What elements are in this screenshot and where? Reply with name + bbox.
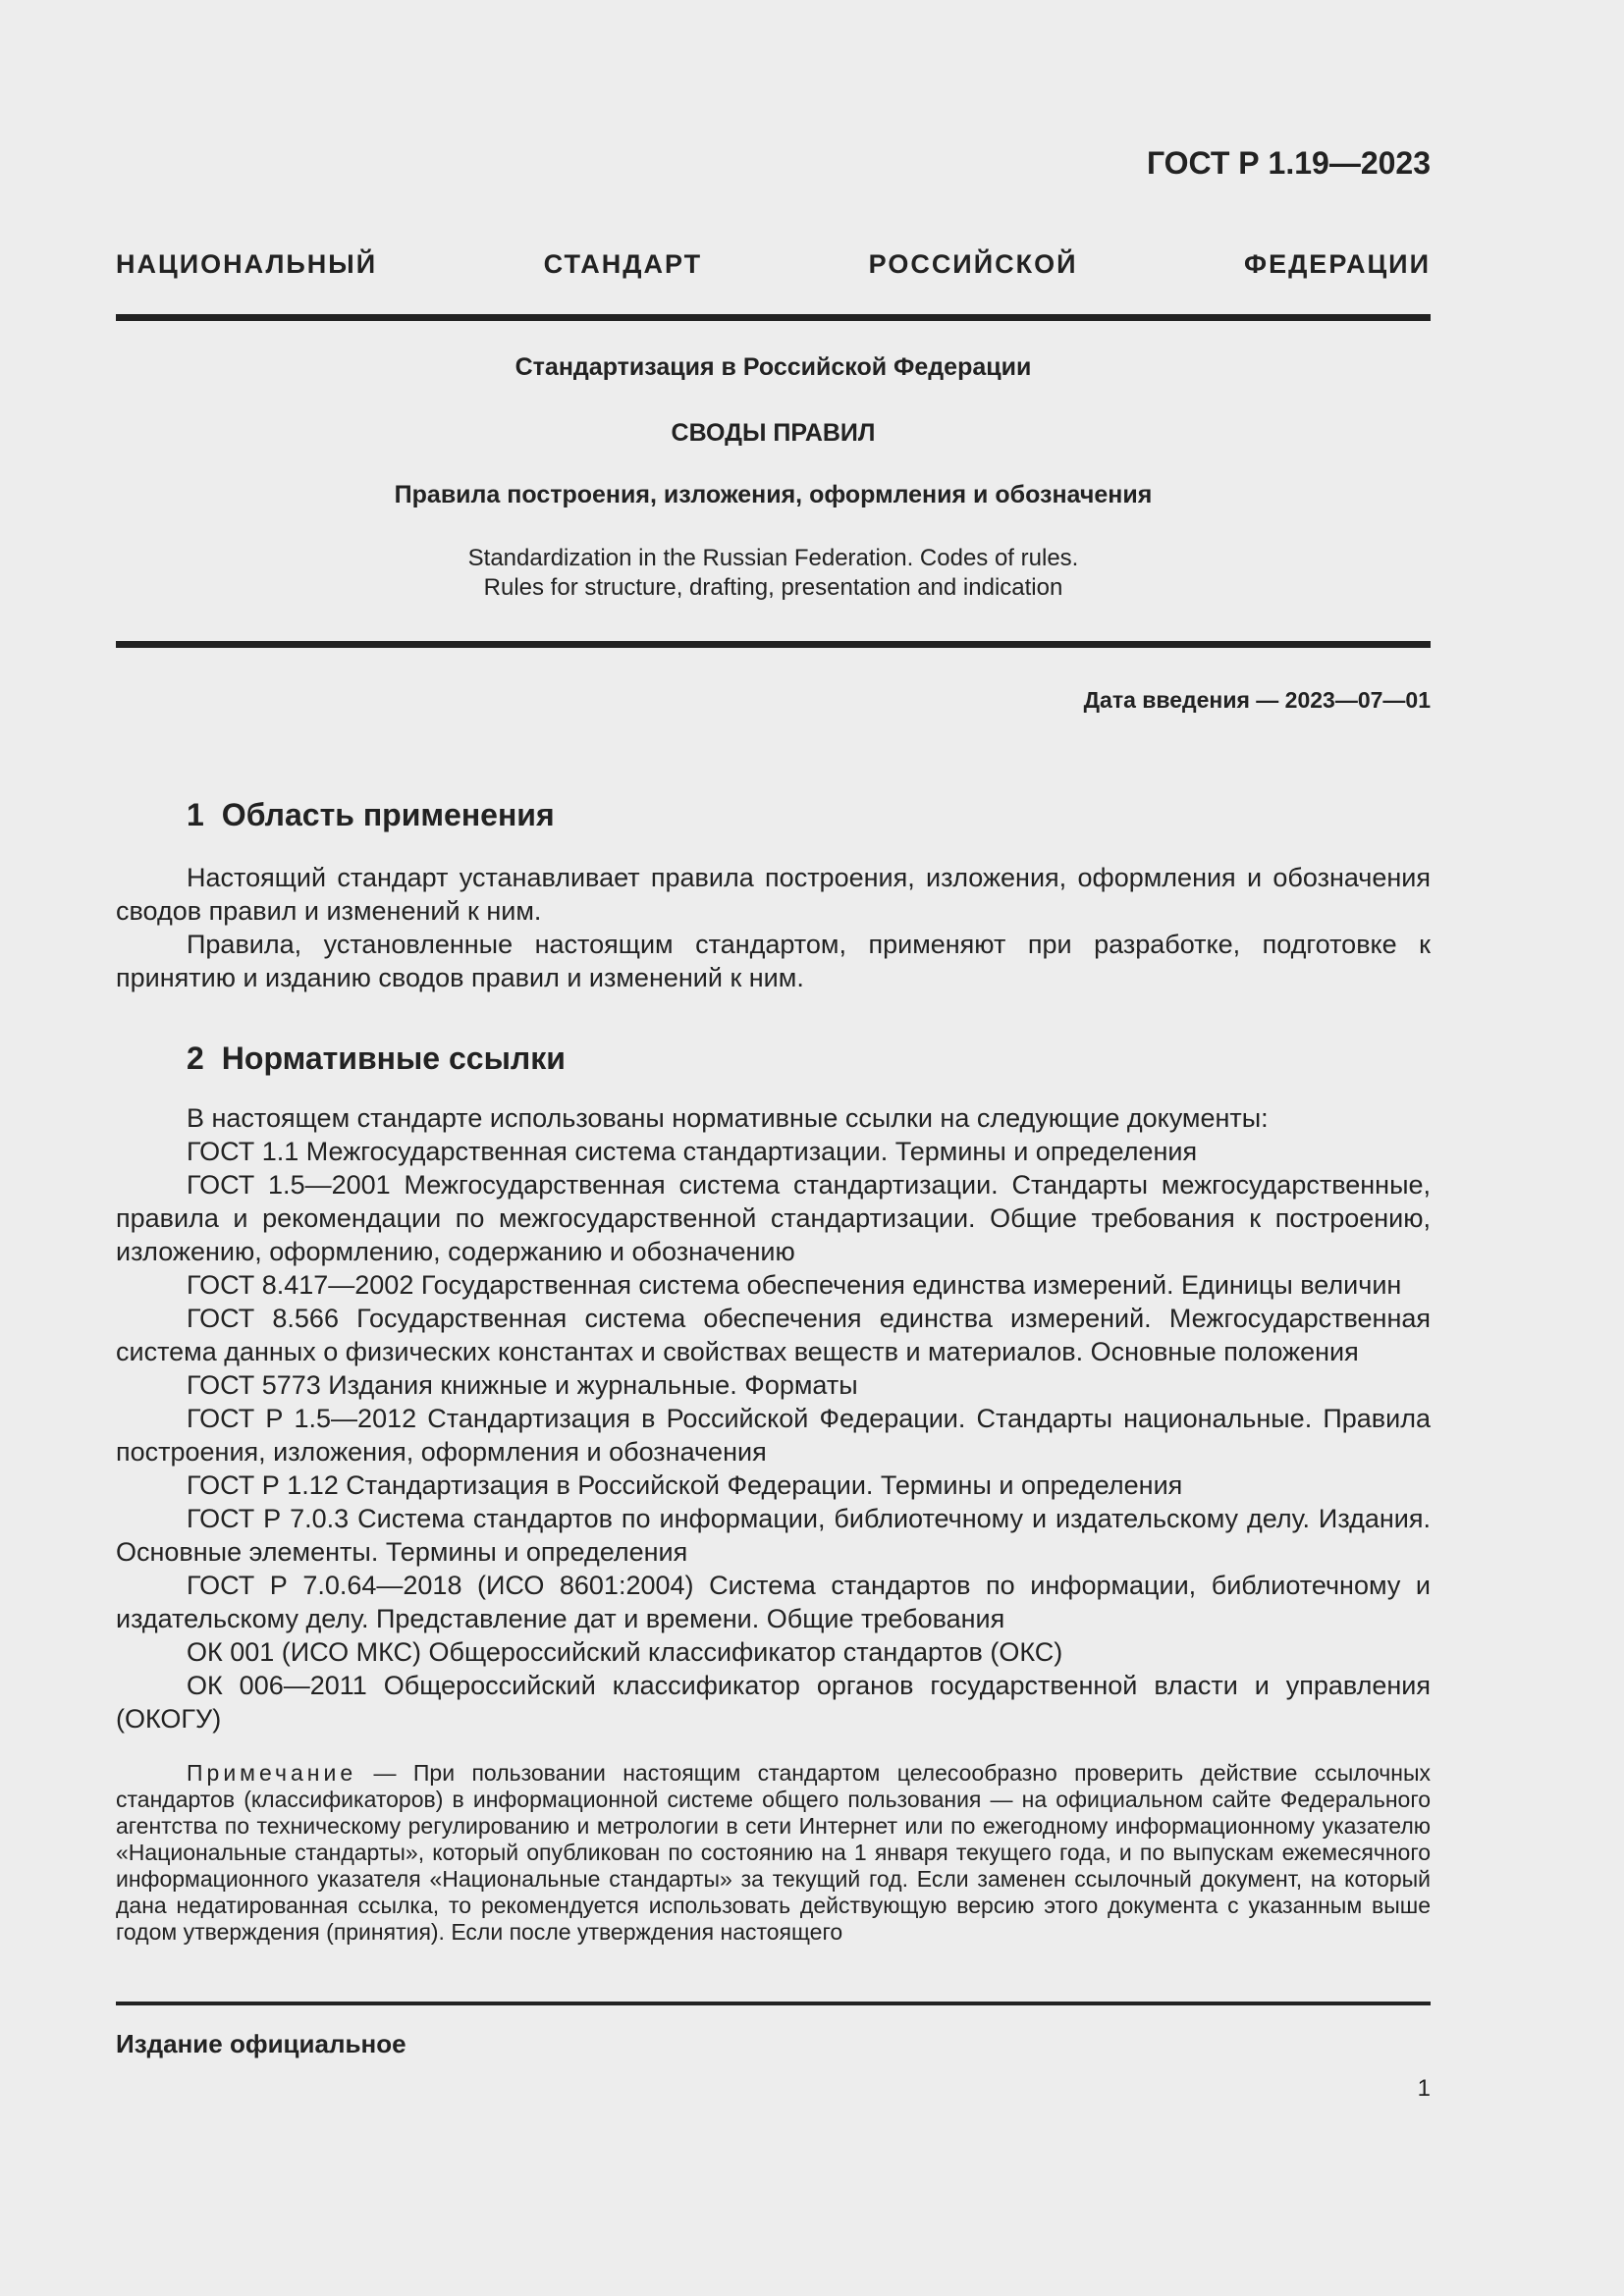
introduction-date: Дата введения — 2023—07—01 — [1083, 687, 1431, 713]
paragraph: Правила, установленные настоящим стандартом, применяют при разработке, подготовке к принятию и изданию сводов правил и изменений к ним. — [116, 930, 1431, 992]
reference-item: ГОСТ 1.5—2001 Межгосударственная система стандартизации. Стандарты межгосударственные, правила и рекомендации по межгосударственной стандартизации. Общие требования к построению, изложению, оформлению, содержанию и обозначению — [116, 1170, 1431, 1266]
reference-item: ГОСТ Р 1.5—2012 Стандартизация в Российской Федерации. Стандарты национальные. Правила построения, изложения, оформления и обозначения — [116, 1404, 1431, 1467]
page-number: 1 — [1417, 2075, 1431, 2102]
english-title-line-2: Rules for structure, drafting, presentation and indication — [483, 574, 1063, 601]
section-1-heading — [187, 797, 555, 833]
title-line-1: Стандартизация в Российской Федерации — [514, 353, 1032, 381]
section-2-heading — [187, 1041, 566, 1077]
note-label: Примечание — [187, 1760, 357, 1786]
document-number: ГОСТ Р 1.19—2023 — [1146, 145, 1431, 181]
reference-item: ГОСТ 8.566 Государственная система обеспечения единства измерений. Межгосударственная система данных о физических константах и свойствах веществ и материалов. Основные положения — [116, 1304, 1431, 1366]
note-block — [116, 1760, 1431, 1946]
official-edition-label: Издание официальное — [116, 2029, 406, 2058]
english-title-line-1: Standardization in the Russian Federation. Codes of rules. — [467, 545, 1079, 571]
reference-item: ГОСТ 5773 Издания книжные и журнальные. Форматы — [187, 1370, 858, 1400]
reference-item: ГОСТ Р 7.0.64—2018 (ИСО 8601:2004) Система стандартов по информации, библиотечному и издательскому делу. Представление дат и времени. Общие требования — [116, 1571, 1431, 1633]
reference-item: ОК 006—2011 Общероссийский классификатор органов государственной власти и управления (ОКОГУ) — [116, 1671, 1431, 1734]
section-number: 2 — [187, 1041, 204, 1076]
section-2-body — [116, 1101, 1431, 1735]
footer-divider — [116, 2002, 1431, 2005]
title-bottom-divider — [116, 641, 1431, 648]
section-title: Область применения — [221, 797, 555, 832]
paragraph: Настоящий стандарт устанавливает правила построения, изложения, оформления и обозначения сводов правил и изменений к ним. — [116, 863, 1431, 926]
reference-item: ГОСТ Р 1.12 Стандартизация в Российской Федерации. Термины и определения — [187, 1470, 1183, 1500]
section-title: Нормативные ссылки — [221, 1041, 566, 1076]
section-number: 1 — [187, 797, 204, 832]
note-paragraph — [116, 1760, 1431, 1946]
section-1-body — [116, 861, 1431, 994]
title-line-3: Правила построения, изложения, оформления и обозначения — [394, 481, 1153, 508]
references-intro: В настоящем стандарте использованы нормативные ссылки на следующие документы: — [187, 1103, 1269, 1133]
reference-item: ГОСТ 1.1 Межгосударственная система стандартизации. Термины и определения — [187, 1137, 1198, 1166]
title-line-2: СВОДЫ ПРАВИЛ — [671, 419, 876, 447]
note-text: — При пользовании настоящим стандартом целесообразно проверить действие ссылочных стандартов (классификаторов) в информационной системе общего пользования — на официальном сайте Федерального агентства по техническому регулированию и метрологии в сети Интернет или по ежегодному информационному указателю «Национальные стандарты», который опубликован по состоянию на 1 января текущего года, и по выпускам ежемесячного информационного указателя «Национальные стандарты» за текущий год. Если заменен ссылочный документ, на который дана недатированная ссылка, то рекомендуется использовать действующую версию этого документа с указанным выше годом утверждения (принятия). Если после утверждения настоящего — [116, 1760, 1431, 1945]
national-standard-banner: НАЦИОНАЛЬНЫЙ СТАНДАРТ РОССИЙСКОЙ ФЕДЕРАЦИИ — [116, 249, 1431, 279]
reference-item: ГОСТ Р 7.0.3 Система стандартов по информации, библиотечному и издательскому делу. Издания. Основные элементы. Термины и определения — [116, 1504, 1431, 1567]
top-divider — [116, 314, 1431, 321]
reference-item: ОК 001 (ИСО МКС) Общероссийский классификатор стандартов (ОКС) — [187, 1637, 1063, 1667]
reference-item: ГОСТ 8.417—2002 Государственная система обеспечения единства измерений. Единицы величин — [187, 1270, 1402, 1300]
